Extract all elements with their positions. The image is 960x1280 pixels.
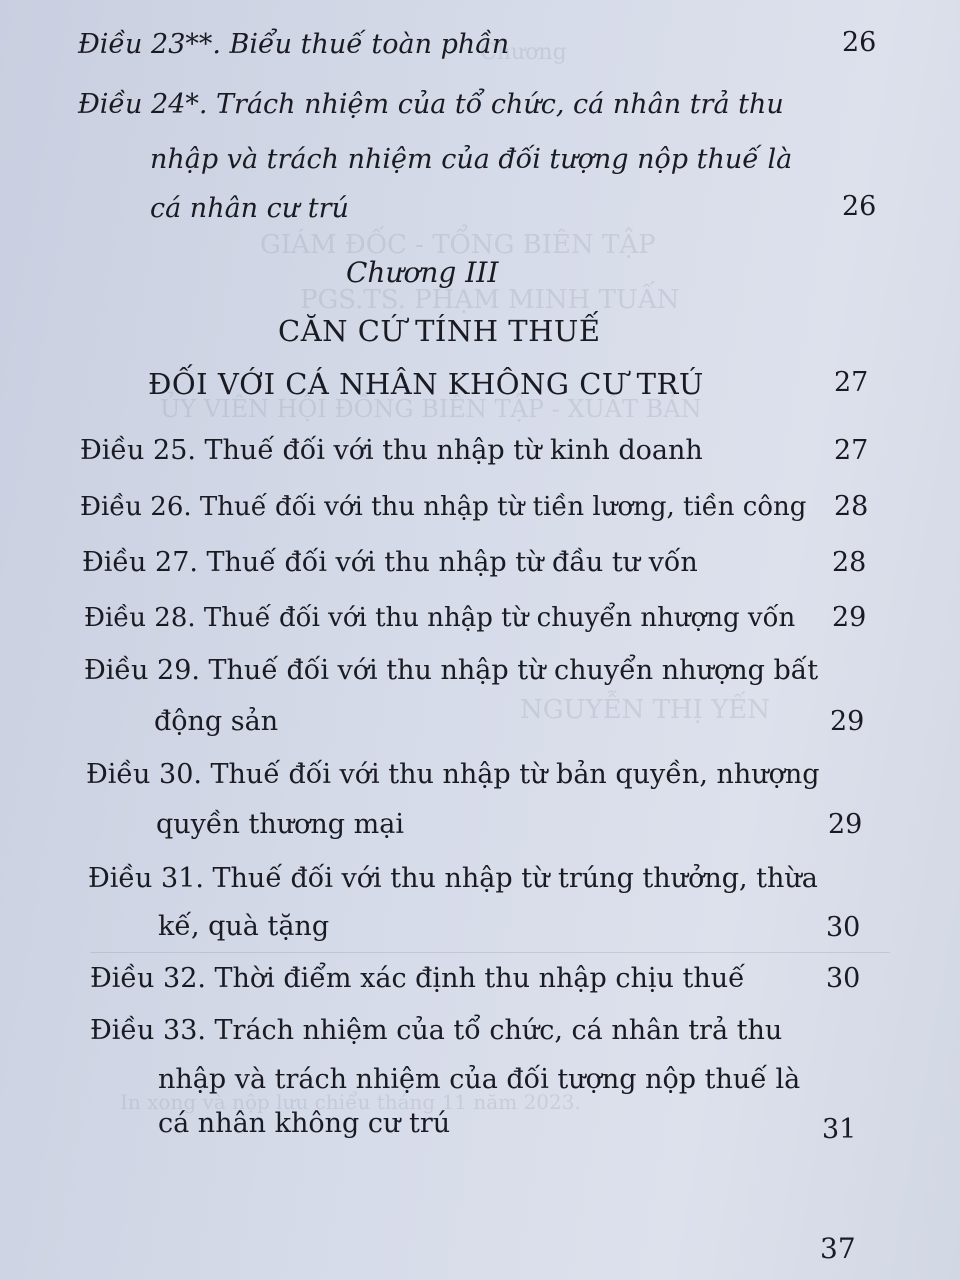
toc-entry-article-24-line3: cá nhân cư trú	[150, 193, 349, 224]
chapter-label: Chương III	[346, 256, 499, 289]
toc-entry-article-31-line1: Điều 31. Thuế đối với thu nhập từ trúng thưởng, thừa	[88, 863, 818, 894]
toc-page-article-25: 27	[834, 435, 869, 466]
chapter-title-line2: ĐỐI VỚI CÁ NHÂN KHÔNG CƯ TRÚ	[148, 367, 704, 401]
toc-page-article-32: 30	[826, 963, 861, 994]
toc-entry-article-33-line1: Điều 33. Trách nhiệm của tổ chức, cá nhân trả thu	[90, 1015, 783, 1046]
toc-entry-article-28: Điều 28. Thuế đối với thu nhập từ chuyển nhượng vốn	[84, 603, 796, 633]
show-through-text: GIÁM ĐỐC - TỔNG BIÊN TẬP	[260, 230, 656, 260]
toc-entry-article-27: Điều 27. Thuế đối với thu nhập từ đầu tư vốn	[82, 547, 698, 578]
toc-entry-article-23: Điều 23**. Biểu thuế toàn phần	[78, 29, 510, 60]
toc-page-article-23: 26	[842, 27, 877, 58]
toc-entry-article-33-line3: cá nhân không cư trú	[158, 1108, 451, 1139]
toc-entry-article-33-line2: nhập và trách nhiệm của đối tượng nộp thuế là	[158, 1064, 801, 1095]
show-through-text: In xong và nộp lưu chiểu tháng 11 năm 2023.	[120, 1090, 581, 1114]
show-through-text: PGS.TS. PHẠM MINH TUẤN	[300, 285, 680, 315]
page-number: 37	[820, 1232, 856, 1265]
chapter-title-line1: CĂN CỨ TÍNH THUẾ	[278, 314, 601, 348]
toc-entry-article-24-line2: nhập và trách nhiệm của đối tượng nộp thuế là	[150, 144, 793, 175]
toc-entry-article-30-line1: Điều 30. Thuế đối với thu nhập từ bản quyền, nhượng	[86, 759, 820, 790]
toc-page-article-29: 29	[830, 706, 865, 737]
toc-entry-article-29-line1: Điều 29. Thuế đối với thu nhập từ chuyển nhượng bất	[84, 655, 819, 686]
toc-page-article-24: 26	[842, 191, 877, 222]
toc-page-chapter: 27	[834, 367, 869, 398]
toc-entry-article-24-line1: Điều 24*. Trách nhiệm của tổ chức, cá nhân trả thu	[78, 89, 784, 120]
toc-entry-article-31-line2: kế, quà tặng	[158, 911, 330, 942]
toc-page-article-28: 29	[832, 602, 867, 633]
toc-page-article-31: 30	[826, 912, 861, 943]
show-through-text: Chương	[480, 40, 567, 65]
show-through-text: ỦY VIÊN HỘI ĐỒNG BIÊN TẬP - XUẤT BẢN	[160, 395, 702, 423]
toc-entry-article-25: Điều 25. Thuế đối với thu nhập từ kinh doanh	[80, 435, 703, 466]
toc-entry-article-30-line2: quyền thương mại	[156, 809, 404, 840]
toc-page-article-30: 29	[828, 809, 863, 840]
toc-entry-article-26: Điều 26. Thuế đối với thu nhập từ tiền lương, tiền công	[80, 492, 807, 522]
toc-page-article-26: 28	[834, 491, 869, 522]
toc-page-article-27: 28	[832, 547, 867, 578]
toc-entry-article-29-line2: động sản	[154, 706, 279, 737]
footer-rule	[90, 952, 890, 953]
show-through-text: NGUYỄN THỊ YẾN	[520, 695, 771, 725]
toc-page-article-33: 31	[822, 1114, 857, 1145]
toc-entry-article-32: Điều 32. Thời điểm xác định thu nhập chịu thuế	[90, 963, 745, 994]
